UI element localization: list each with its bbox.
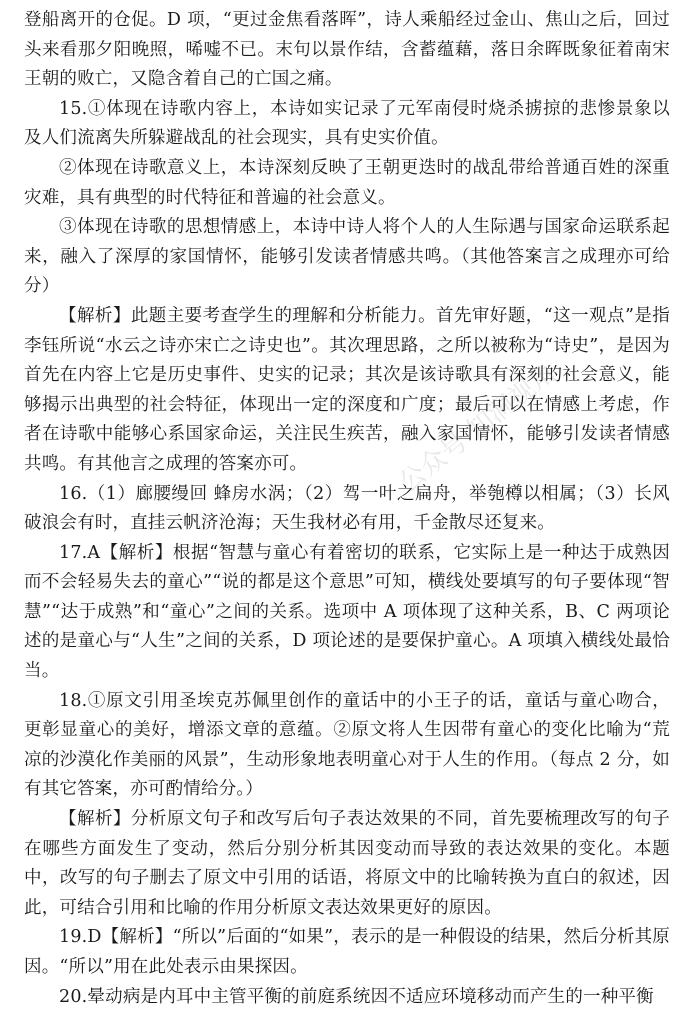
paragraph-q15-analysis: 【解析】此题主要考查学生的理解和分析能力。首先审好题，“这一观点”是指李钰所说“水云之诗亦宋亡之诗史也”。其次理思路，之所以被称为“诗史”，是因为首先在内容上它是历史事件、史实的记录；其次是该诗歌具有深刻的社会意义，能够揭示出典型的社会特征，体现出一定的深度和广度；最后可以在情感上考虑，作者在诗歌中能够心系国家命运，关注民生疾苦，融入家国情怀，能够引发读者情感共鸣。有其他言之成理的答案亦可。 xyxy=(24,305,670,474)
paragraph-q20: 20.晕动病是内耳中主管平衡的前庭系统因不适应环境移动而产生的一种平衡 xyxy=(59,986,654,1007)
paragraph-q18-analysis: 【解析】分析原文句子和改写后句子表达效果的不同，首先要梳理改写的句子在哪些方面发生了变动，然后分别分析其因变动而导致的表达效果的变化。本题中，改写的句子删去了原文中引用的话语，将原文中的比喻转换为直白的叙述，因此，可结合引用和比喻的作用分析原文表达效果更好的原因。 xyxy=(24,809,670,918)
paragraph-q15-1: 15.①体现在诗歌内容上，本诗如实记录了元军南侵时烧杀掳掠的悲惨景象以及人们流离失所躲避战乱的社会现实，具有史实价值。 xyxy=(24,98,670,149)
paragraph-q15-3: ③体现在诗歌的思想情感上，本诗中诗人将个人的人生际遇与国家命运联系起来，融入了深厚的家国情怀，能够引发读者情感共鸣。（其他答案言之成理亦可给分） xyxy=(24,217,670,297)
paragraph-q17: 17.A【解析】根据“智慧与童心有着密切的联系，它实际上是一种达于成熟因而不会轻易失去的童心”“说的都是这个意思”可知，横线处要填写的句子要体现“智慧”“达于成熟”和“童心”之间的关系。选项中 A 项体现了这种关系，B、C 两项论述的是童心与“人生”之间的关系，D 项论述的是要保护童心。A 项填入横线处最恰当。 xyxy=(24,542,670,682)
paragraph-q15-2: ②体现在诗歌意义上，本诗深刻反映了王朝更迭时的战乱带给普通百姓的深重灾难，具有典型的时代特征和普遍的社会意义。 xyxy=(24,157,670,208)
paragraph-p0: 登船离开的仓促。D 项，“更过金焦看落晖”，诗人乘船经过金山、焦山之后，回过头来看那夕阳晚照，唏嘘不已。末句以景作结，含蓄蕴藉，落日余晖既象征着南宋王朝的败亡，又隐含着自己的亡国之痛。 xyxy=(24,10,670,90)
paragraph-q19: 19.D【解析】“所以”后面的“如果”，表示的是一种假设的结果，然后分析其原因。“所以”用在此处表示由果探因。 xyxy=(24,927,670,977)
paragraph-q16: 16.（1）廊腰缦回 蜂房水涡；（2）驾一叶之扁舟，举匏樽以相属；（3）长风破浪会有时，直挂云帆济沧海；天生我材必有用，千金散尽还复来。 xyxy=(24,483,670,534)
watermark-text: 公众号·知洞视角 xyxy=(393,357,563,499)
paragraph-q18: 18.①原文引用圣埃克苏佩里创作的童话中的小王子的话，童话与童心吻合，更彰显童心的美好，增添文章的意蕴。②原文将人生因带有童心的变化比喻为“荒凉的沙漠化作美丽的风景”，生动形象地表明童心对于人生的作用。（每点 2 分，如有其它答案，亦可酌情给分。） xyxy=(24,690,670,800)
